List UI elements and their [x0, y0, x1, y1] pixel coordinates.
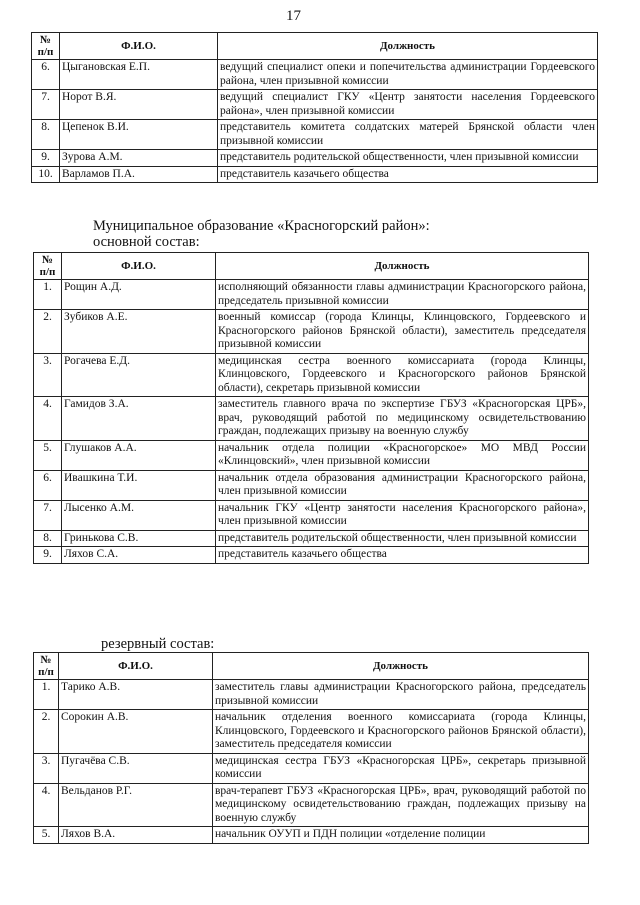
- table-row: [34, 440, 589, 470]
- row-number: 4.: [34, 397, 62, 441]
- person-position: представитель родительской общественности, член призывной комиссии: [216, 530, 589, 547]
- table-row: [32, 166, 598, 183]
- table-row: [32, 120, 598, 150]
- table-row: [34, 397, 589, 441]
- table-row: [32, 60, 598, 90]
- table-row: [34, 470, 589, 500]
- row-number: 3.: [34, 353, 62, 397]
- person-position: начальник отделения военного комиссариата (города Клинцы, Клинцовского, Гордеевского и Красногорского районов Брянской области), заместитель председателя комиссии: [213, 710, 589, 754]
- person-name: Зубиков А.Е.: [62, 310, 216, 354]
- person-position: представитель казачьего общества: [218, 166, 598, 183]
- row-number: 9.: [34, 547, 62, 564]
- person-name: Ляхов С.А.: [62, 547, 216, 564]
- person-position: военный комиссар (города Клинцы, Клинцовского, Гордеевского и Красногорского районов Брянской области), заместитель председателя призывной комиссии: [216, 310, 589, 354]
- row-number: 1.: [34, 280, 62, 310]
- row-number: 6.: [34, 470, 62, 500]
- table-row: [34, 530, 589, 547]
- person-name: Рощин А.Д.: [62, 280, 216, 310]
- commission-table-krasnogorsky-main: [33, 252, 589, 564]
- person-name: Тарико А.В.: [59, 680, 213, 710]
- table-row: [34, 500, 589, 530]
- row-number: 2.: [34, 710, 59, 754]
- person-name: Сорокин А.В.: [59, 710, 213, 754]
- table-row: [34, 680, 589, 710]
- header-position: Должность: [216, 253, 589, 280]
- row-number: 5.: [34, 440, 62, 470]
- row-number: 8.: [32, 120, 60, 150]
- section-subtitle-main: основной состав:: [93, 234, 200, 250]
- header-position: Должность: [218, 33, 598, 60]
- table-row: [34, 353, 589, 397]
- commission-table-krasnogorsky-reserve: [33, 652, 589, 844]
- header-position: Должность: [213, 653, 589, 680]
- header-num: № п/п: [34, 653, 59, 680]
- person-position: начальник ГКУ «Центр занятости населения Красногорского района», член призывной комиссии: [216, 500, 589, 530]
- person-name: Ивашкина Т.И.: [62, 470, 216, 500]
- header-name: Ф.И.О.: [59, 653, 213, 680]
- person-position: исполняющий обязанности главы администрации Красногорского района, председатель призывной комиссии: [216, 280, 589, 310]
- person-name: Лысенко А.М.: [62, 500, 216, 530]
- table-header-row: [34, 653, 589, 680]
- table-row: [34, 547, 589, 564]
- table-row: [34, 310, 589, 354]
- person-name: Глушаков А.А.: [62, 440, 216, 470]
- person-name: Ляхов В.А.: [59, 827, 213, 844]
- table-row: [34, 710, 589, 754]
- person-name: Зурова А.М.: [60, 150, 218, 167]
- person-name: Вельданов Р.Г.: [59, 783, 213, 827]
- person-name: Цепенок В.И.: [60, 120, 218, 150]
- table-row: [32, 90, 598, 120]
- person-name: Норот В.Я.: [60, 90, 218, 120]
- commission-table-gordeevsky: [31, 32, 598, 183]
- header-num: № п/п: [34, 253, 62, 280]
- person-name: Рогачева Е.Д.: [62, 353, 216, 397]
- person-name: Пугачёва С.В.: [59, 753, 213, 783]
- person-position: заместитель главного врача по экспертизе ГБУЗ «Красногорская ЦРБ», врач, руководящий работой по медицинскому освидетельствованию граждан, подлежащих призыву на военную службу: [216, 397, 589, 441]
- table-row: [34, 280, 589, 310]
- person-name: Гринькова С.В.: [62, 530, 216, 547]
- person-position: медицинская сестра ГБУЗ «Красногорская ЦРБ», секретарь призывной комиссии: [213, 753, 589, 783]
- person-name: Варламов П.А.: [60, 166, 218, 183]
- page-number: 17: [286, 8, 301, 24]
- header-name: Ф.И.О.: [62, 253, 216, 280]
- person-name: Гамидов З.А.: [62, 397, 216, 441]
- row-number: 3.: [34, 753, 59, 783]
- person-position: ведущий специалист опеки и попечительства администрации Гордеевского района, член призывной комиссии: [218, 60, 598, 90]
- person-position: врач-терапевт ГБУЗ «Красногорская ЦРБ», врач, руководящий работой по медицинскому освидетельствованию граждан, подлежащих призыву на военную службу: [213, 783, 589, 827]
- row-number: 1.: [34, 680, 59, 710]
- table-row: [34, 783, 589, 827]
- row-number: 7.: [32, 90, 60, 120]
- table-row: [34, 753, 589, 783]
- person-position: начальник ОУУП и ПДН полиции «отделение полиции: [213, 827, 589, 844]
- person-position: заместитель главы администрации Красногорского района, председатель призывной комиссии: [213, 680, 589, 710]
- row-number: 8.: [34, 530, 62, 547]
- row-number: 5.: [34, 827, 59, 844]
- person-position: представитель родительской общественности, член призывной комиссии: [218, 150, 598, 167]
- table-row: [34, 827, 589, 844]
- person-position: представитель комитета солдатских матерей Брянской области член призывной комиссии: [218, 120, 598, 150]
- table-header-row: [32, 33, 598, 60]
- person-position: начальник отдела образования администрации Красногорского района, член призывной комиссии: [216, 470, 589, 500]
- row-number: 4.: [34, 783, 59, 827]
- header-num: № п/п: [32, 33, 60, 60]
- person-position: медицинская сестра военного комиссариата (города Клинцы, Клинцовского, Гордеевского и Красногорского районов Брянской области), секретарь призывной комиссии: [216, 353, 589, 397]
- person-name: Цыгановская Е.П.: [60, 60, 218, 90]
- person-position: начальник отдела полиции «Красногорское» МО МВД России «Клинцовский», член призывной комиссии: [216, 440, 589, 470]
- row-number: 9.: [32, 150, 60, 167]
- person-position: ведущий специалист ГКУ «Центр занятости населения Гордеевского района», член призывной комиссии: [218, 90, 598, 120]
- header-name: Ф.И.О.: [60, 33, 218, 60]
- row-number: 10.: [32, 166, 60, 183]
- row-number: 2.: [34, 310, 62, 354]
- table-header-row: [34, 253, 589, 280]
- row-number: 7.: [34, 500, 62, 530]
- person-position: представитель казачьего общества: [216, 547, 589, 564]
- section-title-krasnogorsky: Муниципальное образование «Красногорский район»:: [93, 218, 430, 234]
- row-number: 6.: [32, 60, 60, 90]
- section-subtitle-reserve: резервный состав:: [101, 636, 215, 652]
- table-row: [32, 150, 598, 167]
